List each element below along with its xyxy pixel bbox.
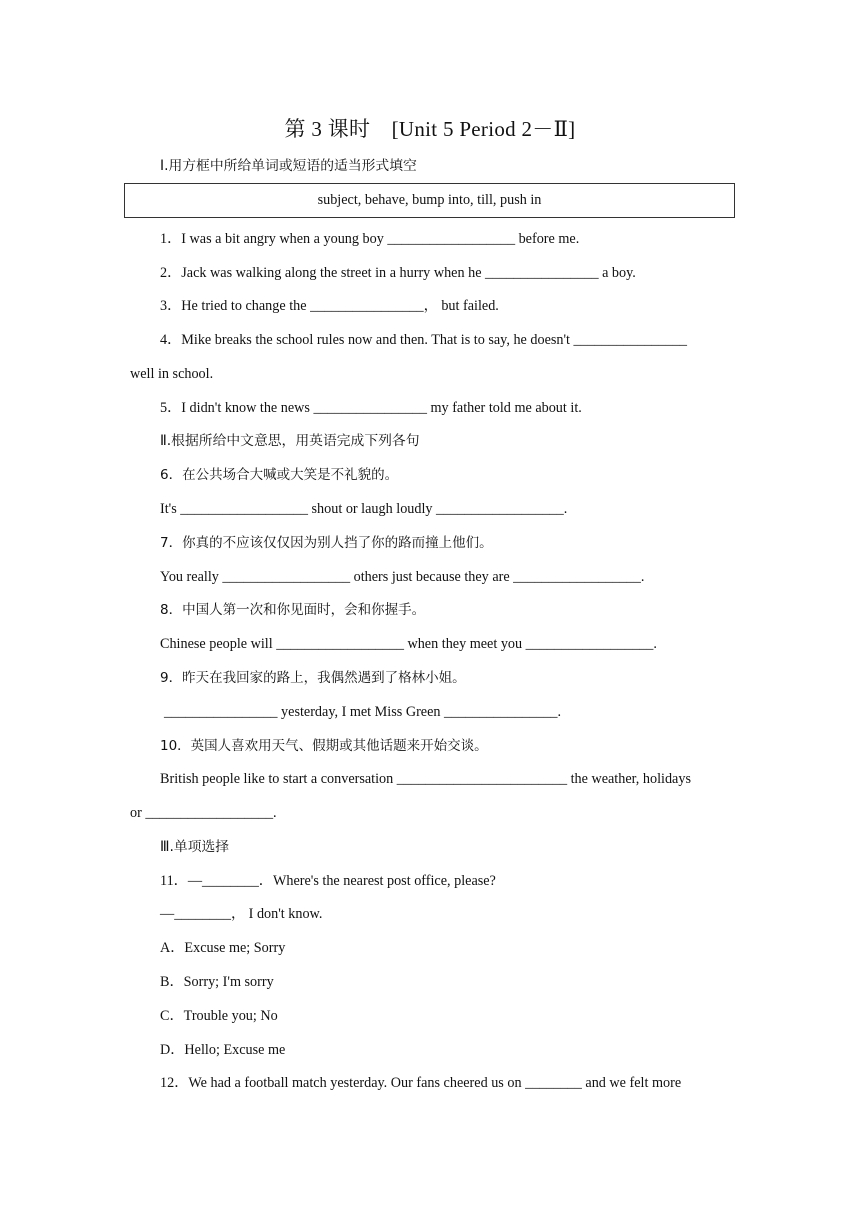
section-2-heading: Ⅱ.根据所给中文意思，用英语完成下列各句 [160,433,420,449]
option-c: C．Trouble you; No [160,1008,278,1024]
question-8-english: Chinese people will __________________ when they meet you __________________. [160,636,657,652]
question-4: 4．Mike breaks the school rules now and then. That is to say, he doesn't ________________ [160,332,688,348]
option-a: A．Excuse me; Sorry [160,940,286,956]
question-6-english: It's __________________ shout or laugh loudly __________________. [160,501,568,517]
section-1-heading: Ⅰ.用方框中所给单词或短语的适当形式填空 [160,158,417,174]
question-10-chinese: 10．英国人喜欢用天气、假期或其他话题来开始交谈。 [160,738,488,754]
section-3-heading: Ⅲ.单项选择 [160,839,230,855]
option-d: D．Hello; Excuse me [160,1042,286,1058]
question-8-chinese: 8．中国人第一次和你见面时，会和你握手。 [160,602,426,618]
option-b: B．Sorry; I'm sorry [160,974,274,990]
question-7-chinese: 7．你真的不应该仅仅因为别人挡了你的路而撞上他们。 [160,535,493,551]
question-11-reply: —________， I don't know. [160,906,323,922]
question-1: 1．I was a bit angry when a young boy __________________ before me. [160,231,580,247]
question-2: 2．Jack was walking along the street in a hurry when he ________________ a boy. [160,265,636,281]
question-10-continued: or __________________. [130,805,277,821]
question-4-continued: well in school. [130,366,214,382]
question-7-english: You really __________________ others just because they are __________________. [160,569,645,585]
question-5: 5．I didn't know the news ________________ my father told me about it. [160,400,582,416]
question-3: 3．He tried to change the ________________， but failed. [160,298,499,314]
question-10-english: British people like to start a conversation ________________________ the weather, holidays [160,771,691,787]
question-12: 12．We had a football match yesterday. Our fans cheered us on ________ and we felt more [160,1075,682,1091]
question-9-english: ________________ yesterday, I met Miss Green ________________. [164,704,562,720]
question-9-chinese: 9．昨天在我回家的路上，我偶然遇到了格林小姐。 [160,670,466,686]
question-6-chinese: 6．在公共场合大喊或大笑是不礼貌的。 [160,467,399,483]
page-title: 第 3 课时 [Unit 5 Period 2－Ⅱ] [284,117,576,141]
question-11: 11．—________．Where's the nearest post office, please? [160,873,496,889]
word-box: subject, behave, bump into, till, push in [124,183,735,218]
